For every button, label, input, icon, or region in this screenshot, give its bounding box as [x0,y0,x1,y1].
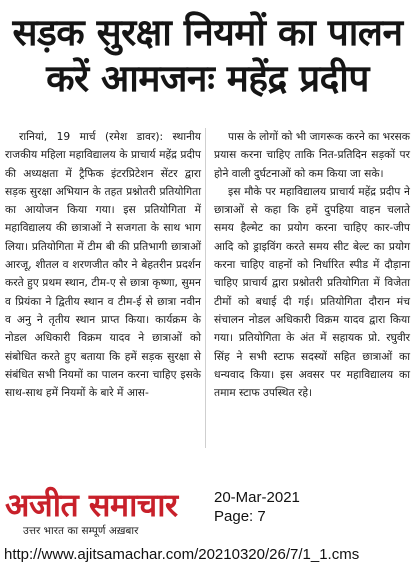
headline-line-2: करें आमजनः महेंद्र प्रदीप [46,57,369,100]
article-body [5,128,410,478]
source-url: http://www.ajitsamachar.com/20210320/26/7/1_1.cms [4,546,360,563]
column-divider [205,128,206,448]
article-paragraph: पास के लोगों को भी जागरूक करने का भरसक प्रयास करना चाहिए ताकि नित-प्रतिदिन सड़कों पर होने वाली दुर्घटनाओं को कम किया जा सके। [214,130,410,180]
edition-page: Page: 7 [214,508,266,525]
article-column-2 [214,128,410,478]
newspaper-tagline: उत्तर भारत का सम्पूर्ण अख़बार [23,525,139,537]
newspaper-logo: अजीत समाचार [5,486,178,524]
edition-date: 20-Mar-2021 [214,489,300,506]
article-paragraph: रानियां, 19 मार्च (रमेश डावर): स्थानीय राजकीय महिला महाविद्यालय के प्राचार्य महेंद्र प्रदीप की अध्यक्षता में ट्रैफिक इंटरप्रिटेशन सेंटर द्वारा सड़क सुरक्षा अभियान के तहत प्रश्नोतरी प्रतियोगिता का आयोजन किया गया। इस प्रतियोगिता में महाविद्यालय की छात्राओं ने सजगता के साथ भाग लिया। प्रतियोगिता में टीम बी की प्रतिभागी छात्राओं आरजू, शीतल व शरणजीत कौर ने बेहतरीन प्रदर्शन करते हुए प्रथम स्थान, टीम-ए से छात्रा कृष्णा, सुमन व प्रियंका ने द्वितीय स्थान व टीम-ई से छात्रा नवीन व अनु ने तृतीय स्थान प्राप्त किया। कार्यक्रम के नोडल अधिकारी विक्रम यादव ने छात्राओं को संबोधित करते हुए बताया कि हमें सड़क सुरक्षा से संबंधित सभी नियमों का पालन करना चाहिए इसके साथ-साथ हमें नियमों के बारे में आस- [5,130,201,400]
article-column-1 [5,128,201,478]
masthead-logo [5,487,215,542]
headline [0,10,415,102]
edition-meta [214,488,300,526]
article-paragraph: इस मौके पर महाविद्यालय प्राचार्य महेंद्र प्रदीप ने छात्राओं से कहा कि हमें दुपहिया वाहन चलाते समय हैल्मेट का प्रयोग करना चाहिए कार-जीप आदि को ड्राइविंग करते समय सीट बेल्ट का प्रयोग करना चाहिए वाहनों को निर्धारित स्पीड में दौड़ाना चाहिए प्राचार्य द्वारा प्रश्नोतरी प्रतियोगिता में विजेता टीमों को बधाई दी गई। प्रतियोगिता दौरान मंच संचालन नोडल अधिकारी विक्रम यादव द्वारा किया गया। प्रतियोगिता के अंत में सहायक प्रो. रघुवीर सिंह ने सभी स्टाफ सदस्यों सहित छात्राओं का धन्यवाद किया। इस अवसर पर महाविद्यालय का तमाम स्टाफ उपस्थित रहे। [214,184,410,400]
headline-line-1: सड़क सुरक्षा नियमों का पालन [12,11,403,54]
